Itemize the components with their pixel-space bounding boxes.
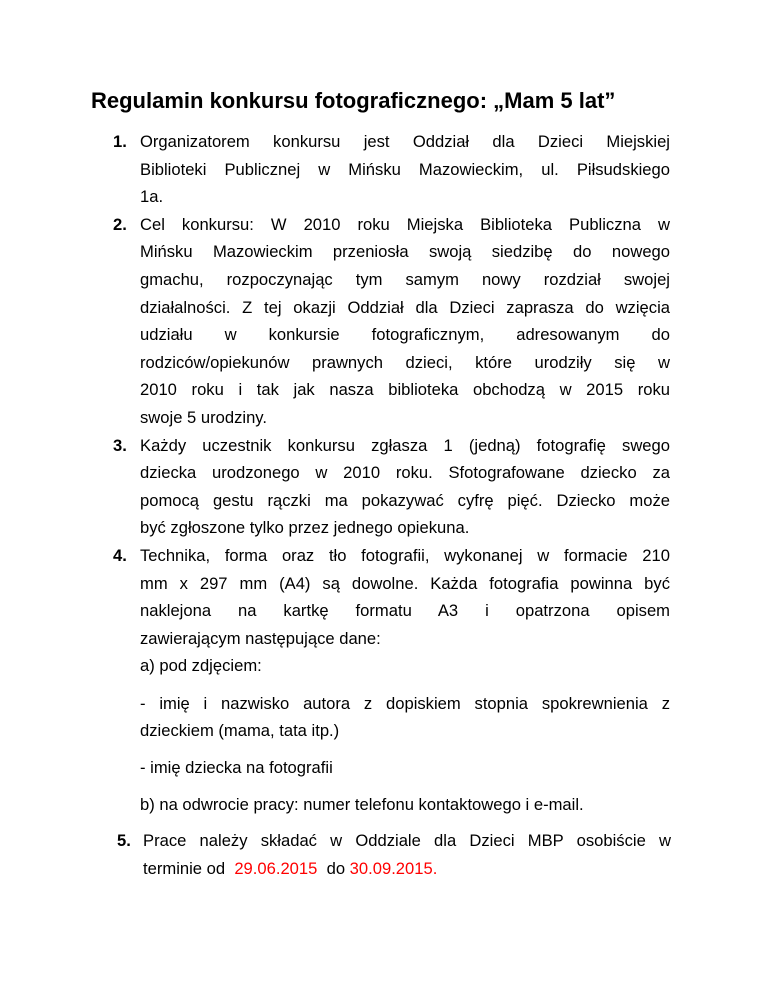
rule-4-dash-2: - imię dziecka na fotografii <box>140 758 333 778</box>
rule-5-line-2 <box>143 855 671 883</box>
rule-4-line-4: zawierającym następujące dane: <box>140 628 381 648</box>
rule-item-1 <box>0 128 670 211</box>
rule-number-1: 1. <box>113 132 127 151</box>
rule-4-b: b) na odwrocie pracy: numer telefonu kontaktowego i e-mail. <box>140 794 584 814</box>
rule-4-dash-1-line-1: - imię i nazwisko autora z dopiskiem stopnia spokrewnienia z <box>140 693 670 713</box>
rule-5-line-1: Prace należy składać w Oddziale dla Dzieci MBP osobiście w <box>143 831 671 851</box>
rule-4-dash-1-line-2: dzieckiem (mama, tata itp.) <box>140 721 340 741</box>
rule-4-sublist <box>140 690 670 827</box>
rule-3-line-4: być zgłoszone tylko przez jednego opiekuna. <box>140 518 470 538</box>
rule-1-line-3: 1a. <box>140 187 164 207</box>
rule-4-line-2: mm x 297 mm (A4) są dowolne. Każda fotografia powinna być <box>140 573 670 593</box>
date-from: 29.06.2015 <box>234 858 318 878</box>
rule-4-line-1: Technika, forma oraz tło fotografii, wykonanej w formacie 210 <box>140 545 670 565</box>
rules-list <box>0 128 768 882</box>
rule-2-line-1: Cel konkursu: W 2010 roku Miejska Biblioteka Publiczna w <box>140 214 670 234</box>
rule-1-line-1: Organizatorem konkursu jest Oddział dla Dzieci Miejskiej <box>140 132 670 151</box>
rule-5-line-2-prefix: terminie od <box>143 858 235 878</box>
rule-1-line-2: Biblioteki Publicznej w Mińsku Mazowieckim, ul. Piłsudskiego <box>140 159 670 179</box>
rule-4-line-3: naklejona na kartkę formatu A3 i opatrzona opisem <box>140 601 670 621</box>
rule-item-4 <box>0 542 670 827</box>
rule-number-2: 2. <box>113 214 127 234</box>
rule-item-3 <box>0 432 670 542</box>
rule-number-5: 5. <box>117 831 131 851</box>
rule-2-line-2: Mińsku Mazowieckim przeniosła swoją siedzibę do nowego <box>140 242 670 262</box>
rule-4-line-5: a) pod zdjęciem: <box>140 656 262 676</box>
rule-3-line-3: pomocą gestu rączki ma pokazywać cyfrę pięć. Dziecko może <box>140 490 670 510</box>
rule-5-line-2-mid: do <box>317 858 350 878</box>
date-to: 30.09.2015. <box>349 858 438 878</box>
rule-number-4: 4. <box>113 545 127 565</box>
rule-2-line-3: gmachu, rozpoczynając tym samym nowy rozdział swojej <box>140 269 670 289</box>
rule-3-line-1: Każdy uczestnik konkursu zgłasza 1 (jedną) fotografię swego <box>140 435 670 455</box>
rule-number-3: 3. <box>113 435 127 455</box>
rule-2-line-6: rodziców/opiekunów prawnych dzieci, które urodziły się w <box>140 352 670 372</box>
document-title: Regulamin konkursu fotograficznego: „Mam 5 lat” <box>91 88 616 113</box>
rule-2-line-8: swoje 5 urodziny. <box>140 407 267 427</box>
rule-2-line-5: udziału w konkursie fotograficznym, adresowanym do <box>140 325 670 345</box>
rule-3-line-2: dziecka urodzonego w 2010 roku. Sfotografowane dziecko za <box>140 463 670 483</box>
rule-item-2 <box>0 211 670 432</box>
rule-2-line-4: działalności. Z tej okazji Oddział dla Dzieci zaprasza do wzięcia <box>140 297 670 317</box>
rule-item-5 <box>0 827 671 882</box>
rule-2-line-7: 2010 roku i tak jak nasza biblioteka obchodzą w 2015 roku <box>140 380 670 400</box>
